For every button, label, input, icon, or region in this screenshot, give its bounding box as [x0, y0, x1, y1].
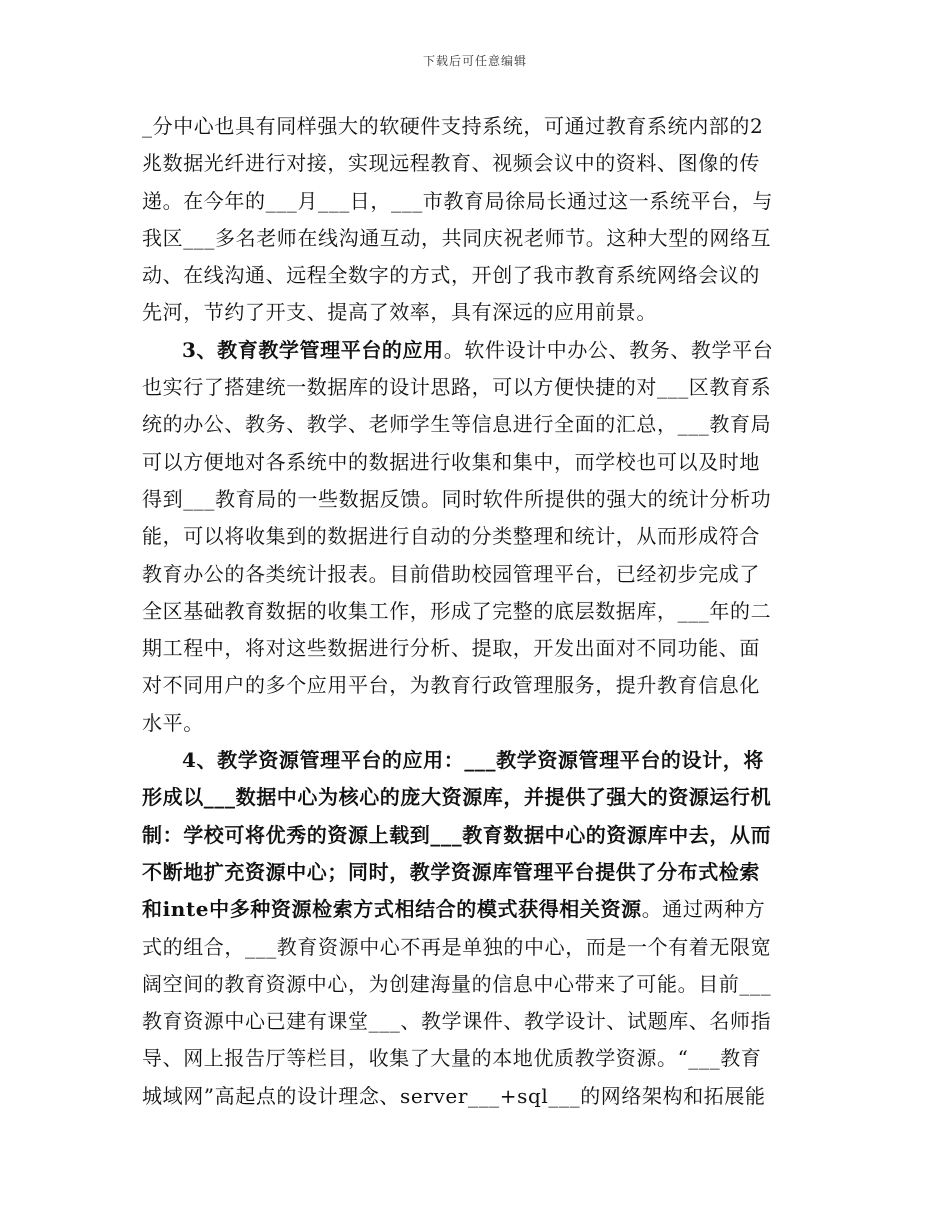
text-line-mixed — [142, 891, 810, 928]
bold-text-run: 和inte中多种资源检索方式相结合的模式获得相关资源 — [142, 897, 642, 922]
text-line: 全区基础教育数据的收集工作，形成了完整的底层数据库，___年的二 — [142, 598, 772, 623]
paragraph-resource-platform — [142, 742, 810, 1115]
text-run: 。通过两种方 — [641, 897, 766, 922]
text-line: 动、在线沟通、远程全数字的方式，开创了我市教育系统网络会议的 — [142, 263, 760, 288]
section-heading-3: 3、教育教学管理平台的应用 — [182, 337, 444, 362]
text-line: _分中心也具有同样强大的软硬件支持系统，可通过教育系统内部的2 — [142, 114, 764, 138]
text-line: 期工程中，将对这些数据进行分析、提取，开发出面对不同功能、面 — [142, 636, 760, 661]
text-line: 导、网上报告厅等栏目，收集了大量的本地优质教学资源。“___教育 — [142, 1046, 762, 1071]
text-run: 。软件设计中办公、教务、教学平台 — [443, 337, 774, 362]
text-line: 我区___多名老师在线沟通互动，共同庆祝老师节。这种大型的网络互 — [142, 225, 772, 250]
paragraph-management-platform — [142, 332, 810, 742]
text-line: 先河，节约了开支、提高了效率，具有深远的应用前景。 — [142, 300, 657, 325]
bold-text-line: 制：学校可将优秀的资源上载到___教育数据中心的资源库中去，从而 — [142, 822, 772, 847]
text-line: 也实行了搭建统一数据库的设计思路，可以方便快捷的对___区教育系 — [142, 375, 772, 400]
text-line: 教育资源中心已建有课堂___、教学课件、教学设计、试题库、名师指 — [142, 1009, 772, 1034]
document-body — [142, 108, 810, 1115]
page-header: 下载后可任意编辑 — [422, 54, 527, 68]
text-line: 水平。 — [142, 710, 204, 735]
text-line: 对不同用户的多个应用平台，为教育行政管理服务，提升教育信息化 — [142, 673, 760, 698]
paragraph-remote-education — [142, 108, 810, 332]
section-heading-4: 4、教学资源管理平台的应用：___教学资源管理平台的设计，将 — [182, 748, 764, 773]
text-line: 教育办公的各类统计报表。目前借助校园管理平台，已经初步完成了 — [142, 561, 760, 586]
text-line: 兆数据光纤进行对接，实现远程教育、视频会议中的资料、图像的传 — [142, 151, 760, 176]
bold-text-line: 不断地扩充资源中心；同时，教学资源库管理平台提供了分布式检索 — [142, 859, 760, 884]
text-line: 可以方便地对各系统中的数据进行收集和集中，而学校也可以及时地 — [142, 449, 760, 474]
text-line: 阔空间的教育资源中心，为创建海量的信息中心带来了可能。目前___ — [142, 971, 772, 996]
bold-text-line: 形成以___数据中心为核心的庞大资源库，并提供了强大的资源运行机 — [142, 785, 772, 810]
text-line: 得到___教育局的一些数据反馈。同时软件所提供的强大的统计分析功 — [142, 486, 772, 511]
text-line: 式的组合，___教育资源中心不再是单独的中心，而是一个有着无限宽 — [142, 934, 772, 959]
text-line: 递。在今年的___月___日，___市教育局徐局长通过这一系统平台，与 — [142, 188, 773, 213]
text-line: 城域网”高起点的设计理念、server___+sql___的网络架构和拓展能 — [142, 1083, 766, 1108]
text-line: 能，可以将收集到的数据进行自动的分类整理和统计，从而形成符合 — [142, 524, 760, 549]
text-line-first — [142, 332, 810, 369]
text-line: 统的办公、教务、教学、老师学生等信息进行全面的汇总，___教育局 — [142, 412, 772, 437]
